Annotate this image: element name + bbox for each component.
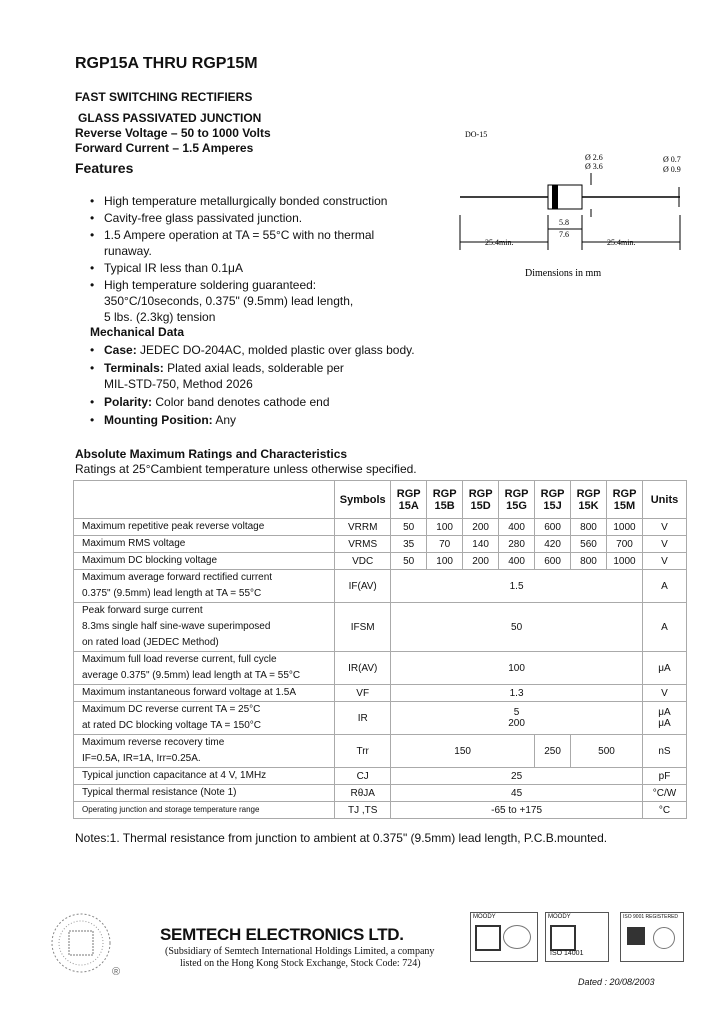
unit-cell: V — [642, 519, 686, 536]
part-prefix: RGP — [576, 487, 601, 500]
param-line: average 0.375" (9.5mm) lead length at TA = 55°C — [82, 670, 301, 681]
unit-cell — [642, 702, 686, 735]
param-line: Peak forward surge current — [82, 605, 203, 616]
table-row — [74, 802, 687, 819]
ratings-table — [73, 480, 687, 819]
param-cell — [74, 735, 335, 768]
param-cell — [74, 652, 335, 685]
part-header — [427, 481, 463, 519]
page-title: RGP15A THRU RGP15M — [75, 55, 258, 72]
param-line: Maximum DC reverse current TA = 25°C — [82, 704, 261, 715]
part-suffix: 15A — [398, 499, 419, 512]
table-row — [74, 603, 687, 652]
unit-cell: μA — [642, 652, 686, 685]
param-cell: Maximum repetitive peak reverse voltage — [74, 519, 335, 536]
value-cell: 560 — [571, 536, 607, 553]
dim-body-2: 7.6 — [559, 230, 569, 239]
value-cell: 280 — [499, 536, 535, 553]
table-row — [74, 702, 687, 735]
company-sub-1: (Subsidiary of Semtech International Holdings Limited, a company — [165, 946, 435, 957]
unit-cell: °C — [642, 802, 686, 819]
part-header — [607, 481, 643, 519]
unit-cell: V — [642, 536, 686, 553]
value-cell: 100 — [391, 652, 643, 685]
value-cell: 250 — [535, 735, 571, 768]
value-cell: 1.3 — [391, 685, 643, 702]
list-item — [90, 277, 450, 325]
company-name: SEMTECH ELECTRONICS LTD. — [160, 925, 404, 944]
cert-seal-icon — [653, 927, 675, 949]
value-cell: 45 — [391, 785, 643, 802]
unit-cell: V — [642, 553, 686, 570]
package-outline-diagram — [455, 125, 695, 285]
value-cell: 50 — [391, 519, 427, 536]
param-line: on rated load (JEDEC Method) — [82, 637, 219, 648]
part-header — [571, 481, 607, 519]
symbols-header: Symbols — [335, 481, 391, 519]
param-cell: Operating junction and storage temperature range — [74, 802, 335, 819]
spec-line-2: Reverse Voltage – 50 to 1000 Volts — [75, 126, 271, 140]
polarity-label: Polarity: — [104, 395, 153, 409]
param-cell — [74, 570, 335, 603]
symbol-cell: IR — [335, 702, 391, 735]
value-cell: 1000 — [607, 553, 643, 570]
value-cell — [391, 702, 643, 735]
spec-line-1: GLASS PASSIVATED JUNCTION — [78, 111, 262, 125]
part-prefix: RGP — [396, 487, 421, 500]
part-header — [499, 481, 535, 519]
value-cell: 200 — [463, 553, 499, 570]
part-suffix: 15M — [613, 499, 636, 512]
list-item-text: runaway. — [104, 244, 152, 258]
terminals-cont: MIL-STD-750, Method 2026 — [104, 377, 253, 391]
param-line: 8.3ms single half sine-wave superimposed — [82, 621, 271, 632]
value-cell: 700 — [607, 536, 643, 553]
value-cell: 400 — [499, 519, 535, 536]
features-heading: Features — [75, 160, 134, 176]
cert-mark-icon — [627, 927, 645, 945]
value-cell: 1000 — [607, 519, 643, 536]
value-cell: 600 — [535, 519, 571, 536]
table-row — [74, 519, 687, 536]
param-cell: Typical thermal resistance (Note 1) — [74, 785, 335, 802]
spec-line-3: Forward Current – 1.5 Amperes — [75, 141, 254, 155]
dim-d1: Ø 2.6 — [585, 153, 603, 162]
list-item-text: 350°C/10seconds, 0.375" (9.5mm) lead length, — [104, 294, 354, 308]
dim-d2: Ø 3.6 — [585, 162, 603, 171]
mechanical-list — [90, 342, 470, 428]
dated: Dated : 20/08/2003 — [578, 977, 655, 987]
param-cell: Typical junction capacitance at 4 V, 1MHz — [74, 768, 335, 785]
mounting-text: Any — [215, 413, 236, 427]
unit-cell: pF — [642, 768, 686, 785]
unit-cell: V — [642, 685, 686, 702]
value-cell: 420 — [535, 536, 571, 553]
list-item-text: High temperature soldering guaranteed: — [104, 278, 317, 292]
cert-mark-icon — [550, 925, 576, 951]
value-cell: 140 — [463, 536, 499, 553]
symbol-cell: CJ — [335, 768, 391, 785]
symbol-cell: IF(AV) — [335, 570, 391, 603]
list-item — [90, 412, 470, 428]
param-cell — [74, 603, 335, 652]
part-header — [463, 481, 499, 519]
table-row — [74, 553, 687, 570]
part-suffix: 15D — [470, 499, 491, 512]
param-line: Maximum full load reverse current, full cycle — [82, 654, 277, 665]
list-item: • High temperature metallurgically bonded construction — [90, 193, 450, 209]
features-list — [90, 193, 450, 325]
case-text: JEDEC DO-204AC, molded plastic over glass body. — [140, 343, 415, 357]
value-cell: 100 — [427, 553, 463, 570]
value-cell: 800 — [571, 553, 607, 570]
cert-seal-icon — [503, 925, 531, 949]
subtitle: FAST SWITCHING RECTIFIERS — [75, 90, 253, 104]
value-cell: 70 — [427, 536, 463, 553]
cert-label: ISO 9001 REGISTERED — [623, 914, 679, 920]
part-prefix: RGP — [612, 487, 637, 500]
param-line: 0.375" (9.5mm) lead length at TA = 55°C — [82, 588, 262, 599]
notes: Notes:1. Thermal resistance from junction to ambient at 0.375" (9.5mm) lead length, P.C.B.mounted. — [75, 831, 608, 845]
registered-mark: ® — [112, 966, 121, 978]
symbol-cell: Trr — [335, 735, 391, 768]
value-cell: 50 — [391, 603, 643, 652]
part-prefix: RGP — [468, 487, 493, 500]
param-cell: Maximum instantaneous forward voltage at 1.5A — [74, 685, 335, 702]
unit-cell: A — [642, 603, 686, 652]
param-line: Maximum average forward rectified current — [82, 572, 273, 583]
list-item — [90, 227, 450, 259]
param-line: Maximum reverse recovery time — [82, 737, 225, 748]
value-cell: 150 — [391, 735, 535, 768]
company-sub-2: listed on the Hong Kong Stock Exchange, Stock Code: 724) — [180, 958, 421, 969]
part-suffix: 15B — [434, 499, 455, 512]
mounting-label: Mounting Position: — [104, 413, 213, 427]
part-prefix: RGP — [504, 487, 529, 500]
table-row — [74, 685, 687, 702]
unit-cell: nS — [642, 735, 686, 768]
value-cell: 400 — [499, 553, 535, 570]
symbol-cell: VRRM — [335, 519, 391, 536]
value-cell: 500 — [571, 735, 643, 768]
list-item: • Cavity-free glass passivated junction. — [90, 210, 450, 226]
case-label: Case: — [104, 343, 137, 357]
part-suffix: 15K — [578, 499, 599, 512]
part-header — [391, 481, 427, 519]
unit-cell: °C/W — [642, 785, 686, 802]
symbol-cell: VRMS — [335, 536, 391, 553]
table-header-row — [74, 481, 687, 519]
cathode-band — [552, 185, 558, 209]
cert-label: MOODY — [473, 914, 496, 920]
unit-line: μA — [658, 707, 671, 718]
part-header — [535, 481, 571, 519]
symbol-cell: TJ ,TS — [335, 802, 391, 819]
ratings-subheading: Ratings at 25°Cambient temperature unless otherwise specified. — [75, 462, 417, 476]
units-header: Units — [642, 481, 686, 519]
list-item — [90, 394, 470, 410]
param-cell: Maximum RMS voltage — [74, 536, 335, 553]
certification-badge — [620, 912, 684, 962]
symbol-cell: VDC — [335, 553, 391, 570]
part-prefix: RGP — [432, 487, 457, 500]
company-logo-icon — [50, 912, 112, 974]
dim-body-1: 5.8 — [559, 218, 569, 227]
table-row — [74, 570, 687, 603]
param-line: at rated DC blocking voltage TA = 150°C — [82, 720, 262, 731]
part-prefix: RGP — [540, 487, 565, 500]
value-cell: 100 — [427, 519, 463, 536]
list-item: • Typical IR less than 0.1μA — [90, 260, 450, 276]
table-row — [74, 768, 687, 785]
symbol-cell: IFSM — [335, 603, 391, 652]
terminals-text: Plated axial leads, solderable per — [167, 361, 344, 375]
list-item-text: 5 lbs. (2.3kg) tension — [104, 310, 216, 324]
terminals-label: Terminals: — [104, 361, 164, 375]
value-cell: 200 — [463, 519, 499, 536]
value-cell: 600 — [535, 553, 571, 570]
ratings-heading: Absolute Maximum Ratings and Characteristics — [75, 447, 348, 461]
package-label: DO-15 — [465, 130, 488, 139]
param-header — [74, 481, 335, 519]
diagram-caption: Dimensions in mm — [525, 268, 602, 279]
certification-badge — [470, 912, 538, 962]
param-cell — [74, 702, 335, 735]
table-row — [74, 652, 687, 685]
param-cell: Maximum DC blocking voltage — [74, 553, 335, 570]
part-suffix: 15G — [506, 499, 527, 512]
symbol-cell: RθJA — [335, 785, 391, 802]
param-line: IF=0.5A, IR=1A, Irr=0.25A. — [82, 753, 201, 764]
dim-len-left: 25.4min. — [485, 238, 514, 247]
cert-label: MOODY — [548, 914, 571, 920]
value-cell: 1.5 — [391, 570, 643, 603]
polarity-text: Color band denotes cathode end — [155, 395, 330, 409]
table-row — [74, 785, 687, 802]
table-row — [74, 536, 687, 553]
dim-len-right: 25.4min. — [607, 238, 636, 247]
value-cell: 50 — [391, 553, 427, 570]
value-cell: 35 — [391, 536, 427, 553]
table-row — [74, 735, 687, 768]
value-cell: 800 — [571, 519, 607, 536]
value-line: 5 — [513, 707, 520, 718]
unit-line: μA — [658, 718, 671, 729]
symbol-cell: VF — [335, 685, 391, 702]
mechanical-heading: Mechanical Data — [90, 325, 185, 339]
value-cell: 25 — [391, 768, 643, 785]
dim-d4: Ø 0.9 — [663, 165, 681, 174]
part-suffix: 15J — [543, 499, 562, 512]
dim-d3: Ø 0.7 — [663, 155, 681, 164]
list-item — [90, 342, 470, 358]
list-item-text: 1.5 Ampere operation at TA = 55°C with no thermal — [104, 228, 375, 242]
value-cell: -65 to +175 — [391, 802, 643, 819]
list-item — [90, 360, 470, 392]
cert-mark-icon — [475, 925, 501, 951]
iso-label: ISO 14001 — [550, 950, 584, 957]
value-line: 200 — [508, 718, 525, 729]
symbol-cell: IR(AV) — [335, 652, 391, 685]
certification-badge — [545, 912, 609, 962]
unit-cell: A — [642, 570, 686, 603]
